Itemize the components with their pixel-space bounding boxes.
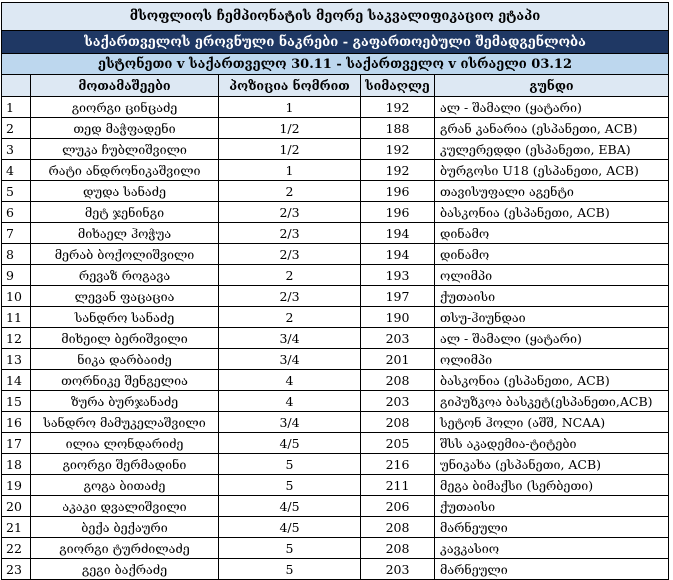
player-name: ლევან ფაცაცია bbox=[31, 286, 219, 307]
player-team: თავისუფალი აგენტი bbox=[435, 181, 669, 202]
player-number: 21 bbox=[2, 517, 31, 538]
player-height: 208 bbox=[361, 412, 435, 433]
player-name: ლუკა ჩუბლიშვილი bbox=[31, 139, 219, 160]
table-row bbox=[2, 349, 669, 370]
player-position: 5 bbox=[219, 475, 361, 496]
player-number: 16 bbox=[2, 412, 31, 433]
header-height: სიმაღლე bbox=[361, 75, 435, 97]
player-team: მარნეული bbox=[435, 559, 669, 580]
player-position: 5 bbox=[219, 559, 361, 580]
player-number: 11 bbox=[2, 307, 31, 328]
player-position: 2/3 bbox=[219, 223, 361, 244]
player-number: 9 bbox=[2, 265, 31, 286]
player-height: 196 bbox=[361, 202, 435, 223]
player-position: 1 bbox=[219, 160, 361, 181]
table-row bbox=[2, 265, 669, 286]
player-name: ბექა ბექაური bbox=[31, 517, 219, 538]
player-number: 17 bbox=[2, 433, 31, 454]
roster-body bbox=[2, 97, 669, 580]
player-position: 4/5 bbox=[219, 517, 361, 538]
player-number: 14 bbox=[2, 370, 31, 391]
player-team: სეტონ ჰოლი (აშშ, NCAA) bbox=[435, 412, 669, 433]
player-name: რატი ანდრონიკაშვილი bbox=[31, 160, 219, 181]
player-height: 206 bbox=[361, 496, 435, 517]
player-height: 208 bbox=[361, 517, 435, 538]
player-team: უნიკახა (ესპანეთი, ACB) bbox=[435, 454, 669, 475]
player-height: 194 bbox=[361, 223, 435, 244]
player-position: 4/5 bbox=[219, 496, 361, 517]
player-team: ბასკონია (ესპანეთი, ACB) bbox=[435, 202, 669, 223]
player-name: ილია ლონდარიძე bbox=[31, 433, 219, 454]
player-name: მერაბ ბოქოლიშვილი bbox=[31, 244, 219, 265]
player-team: ბურგოსი U18 (ესპანეთი, ACB) bbox=[435, 160, 669, 181]
player-team: გიპუზკოა ბასკეტ(ესპანეთი,ACB) bbox=[435, 391, 669, 412]
player-number: 12 bbox=[2, 328, 31, 349]
column-header-row bbox=[2, 75, 669, 97]
roster-table bbox=[1, 2, 669, 580]
player-number: 23 bbox=[2, 559, 31, 580]
player-number: 22 bbox=[2, 538, 31, 559]
player-height: 196 bbox=[361, 181, 435, 202]
player-position: 4 bbox=[219, 370, 361, 391]
player-team: თსუ-ჰიუნდაი bbox=[435, 307, 669, 328]
table-row bbox=[2, 118, 669, 139]
header-team: გუნდი bbox=[435, 75, 669, 97]
player-team: მარნეული bbox=[435, 517, 669, 538]
player-team: ქუთაისი bbox=[435, 496, 669, 517]
player-number: 10 bbox=[2, 286, 31, 307]
player-number: 2 bbox=[2, 118, 31, 139]
player-name: დუდა სანაძე bbox=[31, 181, 219, 202]
player-name: აკაკი დვალიშვილი bbox=[31, 496, 219, 517]
table-row bbox=[2, 307, 669, 328]
player-height: 211 bbox=[361, 475, 435, 496]
table-row bbox=[2, 97, 669, 118]
subtitle-row bbox=[2, 31, 669, 54]
player-name: სანდრო მამუკელაშვილი bbox=[31, 412, 219, 433]
player-height: 197 bbox=[361, 286, 435, 307]
player-number: 19 bbox=[2, 475, 31, 496]
player-name: ნიკა დარბაიძე bbox=[31, 349, 219, 370]
player-name: თორნიკე შენგელია bbox=[31, 370, 219, 391]
player-height: 203 bbox=[361, 391, 435, 412]
player-name: სანდრო სანაძე bbox=[31, 307, 219, 328]
player-position: 1 bbox=[219, 97, 361, 118]
player-position: 5 bbox=[219, 538, 361, 559]
table-row bbox=[2, 139, 669, 160]
player-position: 1/2 bbox=[219, 118, 361, 139]
player-position: 3/4 bbox=[219, 412, 361, 433]
player-number: 13 bbox=[2, 349, 31, 370]
player-team: ალ - შამალი (ყატარი) bbox=[435, 97, 669, 118]
table-row bbox=[2, 433, 669, 454]
player-position: 2 bbox=[219, 265, 361, 286]
table-row bbox=[2, 181, 669, 202]
player-team: კავკასიო bbox=[435, 538, 669, 559]
player-team: დინამო bbox=[435, 244, 669, 265]
player-name: მიხეილ ბერიშვილი bbox=[31, 328, 219, 349]
player-position: 1/2 bbox=[219, 139, 361, 160]
player-name: გოგა ბითაძე bbox=[31, 475, 219, 496]
player-height: 192 bbox=[361, 97, 435, 118]
match-dates: ესტონეთი v საქართველო 30.11 - საქართველო v ისრაელი 03.12 bbox=[2, 54, 669, 75]
player-team: გრან კანარია (ესპანეთი, ACB) bbox=[435, 118, 669, 139]
player-position: 3/4 bbox=[219, 349, 361, 370]
table-row bbox=[2, 160, 669, 181]
table-row bbox=[2, 391, 669, 412]
roster-document bbox=[1, 2, 668, 580]
table-row bbox=[2, 454, 669, 475]
table-row bbox=[2, 475, 669, 496]
player-position: 3/4 bbox=[219, 328, 361, 349]
player-height: 193 bbox=[361, 265, 435, 286]
table-row bbox=[2, 202, 669, 223]
player-position: 4/5 bbox=[219, 433, 361, 454]
player-number: 1 bbox=[2, 97, 31, 118]
player-team: ოლიმპი bbox=[435, 265, 669, 286]
page-subtitle: საქართველოს ეროვნული ნაკრები - გაფართოებული შემადგენლობა bbox=[2, 31, 669, 54]
player-name: გიორგი შერმადინი bbox=[31, 454, 219, 475]
player-number: 5 bbox=[2, 181, 31, 202]
player-height: 203 bbox=[361, 559, 435, 580]
player-team: ალ - შამალი (ყატარი) bbox=[435, 328, 669, 349]
table-row bbox=[2, 559, 669, 580]
player-name: თედ მაჭფადენი bbox=[31, 118, 219, 139]
player-height: 192 bbox=[361, 139, 435, 160]
player-position: 2/3 bbox=[219, 244, 361, 265]
player-height: 216 bbox=[361, 454, 435, 475]
player-height: 208 bbox=[361, 538, 435, 559]
player-height: 194 bbox=[361, 244, 435, 265]
table-row bbox=[2, 223, 669, 244]
player-name: მიხაელ ჰოჭუა bbox=[31, 223, 219, 244]
player-number: 8 bbox=[2, 244, 31, 265]
player-name: გეგი ბაქრაძე bbox=[31, 559, 219, 580]
header-position: პოზიცია ნომრით bbox=[219, 75, 361, 97]
table-row bbox=[2, 538, 669, 559]
player-number: 4 bbox=[2, 160, 31, 181]
header-players: მოთამაშეები bbox=[31, 75, 219, 97]
table-row bbox=[2, 286, 669, 307]
player-height: 188 bbox=[361, 118, 435, 139]
player-height: 203 bbox=[361, 328, 435, 349]
player-position: 2 bbox=[219, 307, 361, 328]
player-height: 201 bbox=[361, 349, 435, 370]
player-height: 208 bbox=[361, 370, 435, 391]
player-number: 15 bbox=[2, 391, 31, 412]
player-team: ოლიმპი bbox=[435, 349, 669, 370]
player-number: 6 bbox=[2, 202, 31, 223]
player-team: მეგა ბიმაქსი (სერბეთი) bbox=[435, 475, 669, 496]
player-position: 2/3 bbox=[219, 202, 361, 223]
player-height: 205 bbox=[361, 433, 435, 454]
player-position: 2/3 bbox=[219, 286, 361, 307]
player-team: ქუთაისი bbox=[435, 286, 669, 307]
player-team: კულერედდი (ესპანეთი, EBA) bbox=[435, 139, 669, 160]
header-number bbox=[2, 75, 31, 97]
player-team: შსს აკადემია-ტიტები bbox=[435, 433, 669, 454]
player-name: რევაზ როგავა bbox=[31, 265, 219, 286]
player-height: 190 bbox=[361, 307, 435, 328]
player-name: ზურა ბურჯანაძე bbox=[31, 391, 219, 412]
page-title: მსოფლიოს ჩემპიონატის მეორე საკვალიფიკაციო ეტაპი bbox=[2, 3, 669, 31]
table-row bbox=[2, 517, 669, 538]
player-number: 7 bbox=[2, 223, 31, 244]
player-number: 20 bbox=[2, 496, 31, 517]
player-name: მეტ ჯენინგი bbox=[31, 202, 219, 223]
table-row bbox=[2, 244, 669, 265]
player-name: გიორგი ტურძილაძე bbox=[31, 538, 219, 559]
player-position: 4 bbox=[219, 391, 361, 412]
table-row bbox=[2, 412, 669, 433]
player-number: 3 bbox=[2, 139, 31, 160]
table-row bbox=[2, 496, 669, 517]
player-team: ბასკონია (ესპანეთი, ACB) bbox=[435, 370, 669, 391]
player-team: დინამო bbox=[435, 223, 669, 244]
player-position: 5 bbox=[219, 454, 361, 475]
player-name: გიორგი ცინცაძე bbox=[31, 97, 219, 118]
player-position: 2 bbox=[219, 181, 361, 202]
table-row bbox=[2, 328, 669, 349]
player-height: 192 bbox=[361, 160, 435, 181]
title-row bbox=[2, 3, 669, 31]
dates-row bbox=[2, 54, 669, 75]
table-row bbox=[2, 370, 669, 391]
player-number: 18 bbox=[2, 454, 31, 475]
